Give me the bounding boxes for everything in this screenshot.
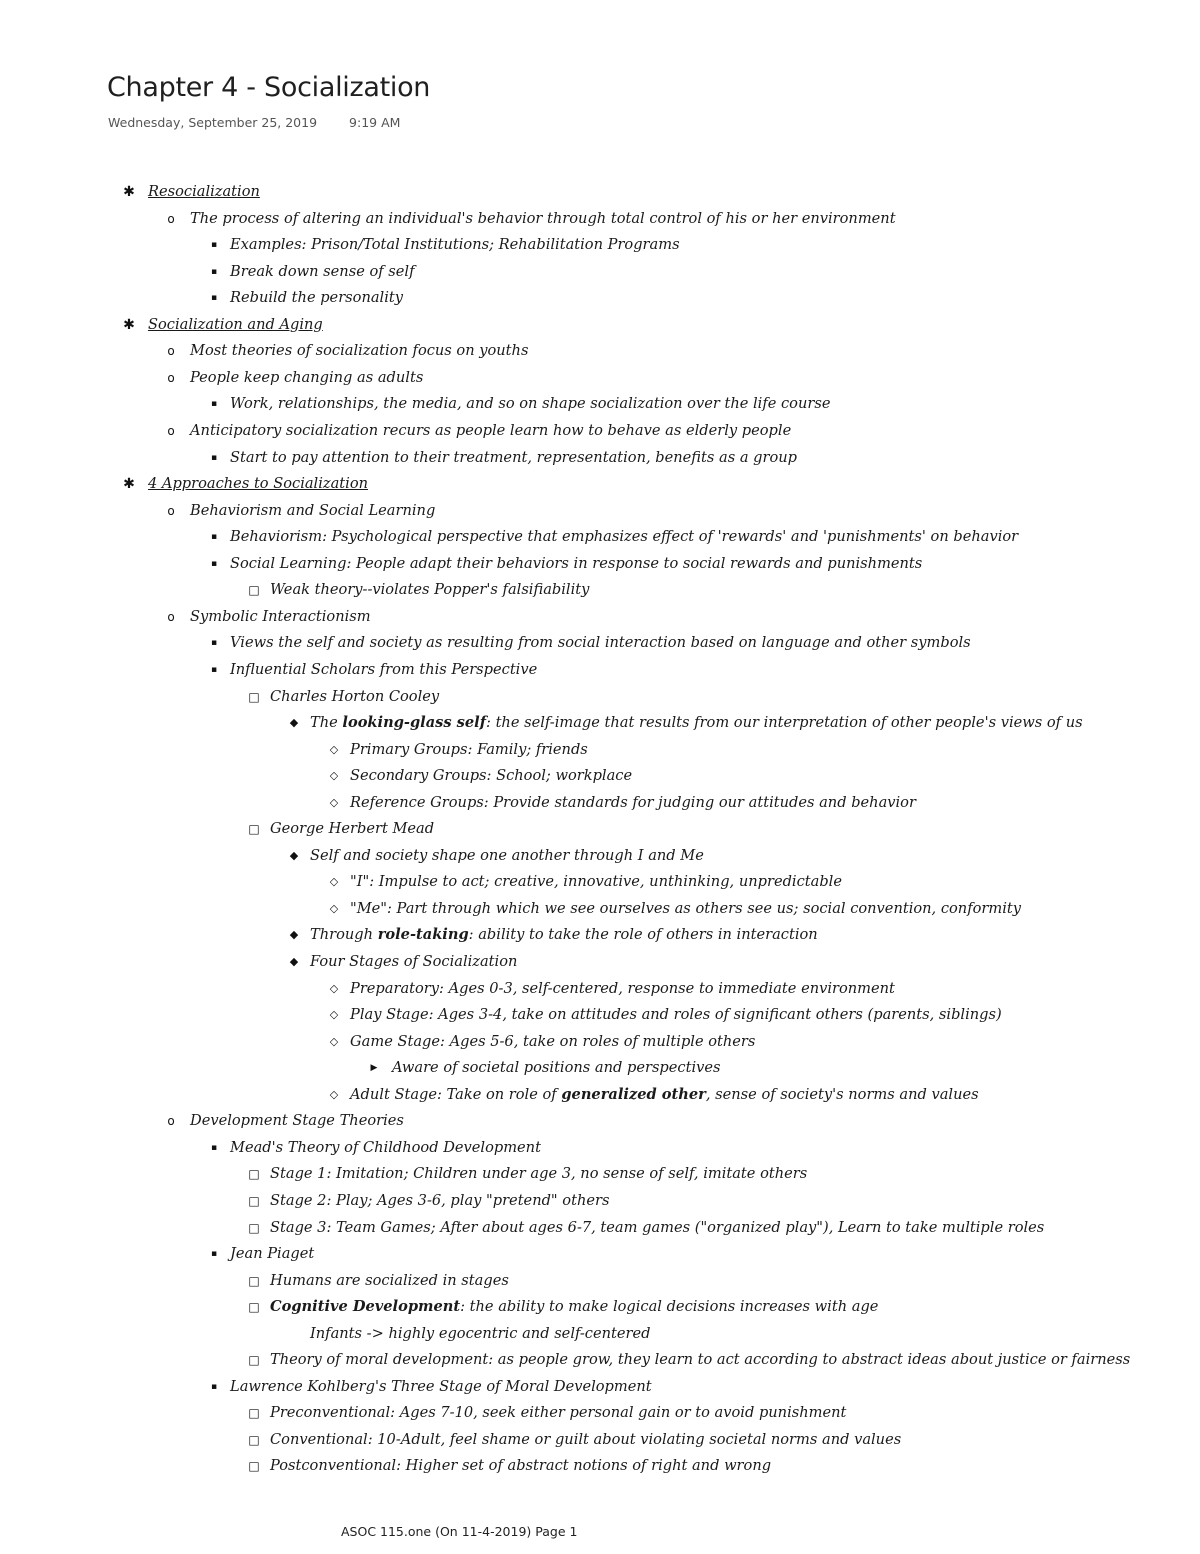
text-run: Mead's Theory of Childhood Development xyxy=(230,1138,541,1156)
section-heading: 4 Approaches to Socialization xyxy=(148,475,369,493)
circle-bullet-icon: o xyxy=(167,1114,175,1129)
outline-item-text xyxy=(310,922,818,948)
text-run: Game Stage: Ages 5-6, take on roles of multiple others xyxy=(350,1032,756,1050)
open-square-bullet-icon: □ xyxy=(248,1432,260,1447)
outline-item-text xyxy=(230,445,797,471)
circle-bullet-icon: o xyxy=(167,211,175,226)
text-run: Postconventional: Higher set of abstract notions of right and wrong xyxy=(270,1457,772,1475)
outline-item-text xyxy=(392,1055,721,1081)
square-bullet-icon: ▪ xyxy=(210,1142,218,1153)
outline-item-text xyxy=(350,896,1021,922)
circle-bullet-icon: o xyxy=(167,344,175,359)
text-run: Stage 1: Imitation; Children under age 3, no sense of self, imitate others xyxy=(270,1165,808,1183)
text-run: Humans are socialized in stages xyxy=(270,1271,509,1289)
text-run: "Me": Part through which we see ourselves as others see us; social convention, conformity xyxy=(350,899,1021,917)
open-square-bullet-icon: □ xyxy=(248,1193,260,1208)
text-run: Weak theory--violates Popper's falsifiability xyxy=(270,581,590,599)
section-heading: Socialization and Aging xyxy=(148,315,323,333)
outline-item-text xyxy=(350,763,632,789)
asterisk-bullet-icon: ✱ xyxy=(123,184,135,200)
open-square-bullet-icon: □ xyxy=(248,1353,260,1368)
outline-item-text xyxy=(270,1347,1130,1373)
outline-item-text xyxy=(148,312,323,338)
section-heading: Resocialization xyxy=(148,183,260,200)
page-title: Chapter 4 - Socialization xyxy=(107,72,431,103)
text-run: The xyxy=(310,714,343,731)
text-run: Examples: Prison/Total Institutions; Rehabilitation Programs xyxy=(230,236,680,254)
text-run: Reference Groups: Provide standards for judging our attitudes and behavior xyxy=(350,793,916,811)
text-run: Views the self and society as resulting from social interaction based on language and other symbols xyxy=(230,634,971,652)
text-run: Conventional: 10-Adult, feel shame or guilt about violating societal norms and values xyxy=(270,1430,902,1448)
page-date: Wednesday, September 25, 2019 xyxy=(108,115,318,130)
outline-item-text xyxy=(190,604,371,630)
open-diamond-bullet-icon: ◇ xyxy=(329,1087,339,1101)
square-bullet-icon: ▪ xyxy=(210,293,218,304)
open-square-bullet-icon: □ xyxy=(248,822,260,837)
outline-item-text xyxy=(230,391,830,417)
text-run: : the self-image that results from our interpretation of other people's views of us xyxy=(486,714,1083,731)
text-run: Behaviorism and Social Learning xyxy=(190,501,436,519)
open-square-bullet-icon: □ xyxy=(248,689,260,704)
outline-item-text xyxy=(270,1188,609,1214)
outline-item-text xyxy=(230,259,415,285)
square-bullet-icon: ▪ xyxy=(210,532,218,543)
text-run: Adult Stage: Take on role of xyxy=(350,1085,562,1103)
open-square-bullet-icon: □ xyxy=(248,1300,260,1315)
open-diamond-bullet-icon: ◇ xyxy=(329,901,339,915)
outline-item-text xyxy=(148,471,368,497)
square-bullet-icon: ▪ xyxy=(210,638,218,649)
open-diamond-bullet-icon: ◇ xyxy=(329,795,339,809)
page-time: 9:19 AM xyxy=(349,115,401,130)
open-square-bullet-icon: □ xyxy=(248,1220,260,1235)
outline-item-text xyxy=(310,1321,650,1347)
text-run: George Herbert Mead xyxy=(270,820,435,838)
outline-item-text xyxy=(230,1241,314,1267)
diamond-bullet-icon: ◆ xyxy=(289,928,299,942)
circle-bullet-icon: o xyxy=(167,609,175,624)
outline-item-text xyxy=(190,206,896,232)
text-run: Influential Scholars from this Perspective xyxy=(230,660,538,678)
text-run: , sense of society's norms and values xyxy=(705,1085,979,1103)
text-run: Through xyxy=(310,926,378,944)
outline-item-text xyxy=(190,498,435,524)
text-run: Preconventional: Ages 7-10, seek either personal gain or to avoid punishment xyxy=(270,1404,847,1422)
outline-item-text xyxy=(350,1002,1002,1028)
outline-item-text xyxy=(350,1029,755,1055)
text-run: Primary Groups: Family; friends xyxy=(350,740,588,758)
outline-item-text xyxy=(230,285,403,311)
outline-item-text xyxy=(310,710,1083,736)
outline-item-text xyxy=(230,657,537,683)
square-bullet-icon: ▪ xyxy=(210,266,218,277)
text-run: Preparatory: Ages 0-3, self-centered, response to immediate environment xyxy=(350,979,895,997)
square-bullet-icon: ▪ xyxy=(210,1249,218,1259)
outline-item-text xyxy=(350,790,916,816)
diamond-bullet-icon: ◆ xyxy=(289,848,299,862)
square-bullet-icon: ▪ xyxy=(210,452,218,463)
outline-item-text xyxy=(230,1135,541,1161)
triangle-bullet-icon: ▶ xyxy=(370,1063,378,1074)
open-diamond-bullet-icon: ◇ xyxy=(329,769,339,783)
outline-item-text xyxy=(230,630,971,656)
outline-item-text xyxy=(270,577,589,603)
open-square-bullet-icon: □ xyxy=(248,1459,260,1474)
open-diamond-bullet-icon: ◇ xyxy=(329,1008,339,1022)
text-run: Start to pay attention to their treatment, representation, benefits as a group xyxy=(230,448,798,466)
outline-item-text xyxy=(148,179,260,205)
outline-item-text xyxy=(310,949,517,975)
open-square-bullet-icon: □ xyxy=(248,1406,260,1421)
text-run: Stage 3: Team Games; After about ages 6-7, team games ("organized play"), Learn to take multiple roles xyxy=(270,1218,1045,1236)
outline-item-text xyxy=(230,551,922,577)
text-run: : the ability to make logical decisions increases with age xyxy=(460,1298,879,1316)
text-run: Theory of moral development: as people grow, they learn to act according to abstract ideas about justice or fairness xyxy=(270,1351,1131,1369)
page-footer: ASOC 115.one (On 11-4-2019) Page 1 xyxy=(341,1524,578,1539)
text-run: Play Stage: Ages 3-4, take on attitudes and roles of significant others (parents, siblings) xyxy=(350,1006,1002,1024)
text-run: Rebuild the personality xyxy=(230,289,403,307)
text-run: Symbolic Interactionism xyxy=(190,607,371,625)
text-run: Most theories of socialization focus on youths xyxy=(190,342,529,360)
text-run: Secondary Groups: School; workplace xyxy=(350,767,633,785)
open-diamond-bullet-icon: ◇ xyxy=(329,875,339,889)
outline-item-text xyxy=(310,843,704,869)
outline-item-text xyxy=(350,1082,979,1108)
text-run: The process of altering an individual's behavior through total control of his or her environment xyxy=(190,209,896,227)
text-run: Work, relationships, the media, and so on shape socialization over the life course xyxy=(230,395,831,413)
circle-bullet-icon: o xyxy=(167,503,175,518)
outline-item-text xyxy=(190,1108,404,1134)
text-run: Infants -> highly egocentric and self-centered xyxy=(310,1324,651,1342)
outline-item-text xyxy=(190,365,423,391)
text-run: Charles Horton Cooley xyxy=(270,687,440,705)
outline-item-text xyxy=(230,1374,652,1400)
bold-term: Cognitive Development xyxy=(270,1298,461,1316)
outline-item-text xyxy=(230,524,1018,550)
bold-term: role-taking xyxy=(377,926,469,944)
square-bullet-icon: ▪ xyxy=(210,240,218,251)
square-bullet-icon: ▪ xyxy=(210,558,218,569)
text-run: "I": Impulse to act; creative, innovative, unthinking, unpredictable xyxy=(350,873,842,891)
text-run: Self and society shape one another through I and Me xyxy=(310,846,704,864)
diamond-bullet-icon: ◆ xyxy=(289,716,299,729)
outline-item-text xyxy=(190,338,528,364)
bold-term: looking-glass self xyxy=(342,714,487,731)
outline-item-text xyxy=(350,737,588,763)
outline-item-text xyxy=(350,976,895,1002)
open-square-bullet-icon: □ xyxy=(248,1167,260,1182)
outline-item-text xyxy=(270,1215,1044,1241)
square-bullet-icon: ▪ xyxy=(210,664,218,675)
outline-item-text xyxy=(270,1453,771,1479)
outline-item-text xyxy=(270,1400,846,1426)
open-square-bullet-icon: □ xyxy=(248,1273,260,1288)
outline-item-text xyxy=(230,232,680,258)
outline-item-text xyxy=(270,816,434,842)
text-run: Jean Piaget xyxy=(230,1245,315,1262)
text-run: Break down sense of self xyxy=(230,262,415,280)
text-run: Anticipatory socialization recurs as people learn how to behave as elderly people xyxy=(190,422,792,439)
page-timestamp xyxy=(108,115,400,130)
circle-bullet-icon: o xyxy=(167,370,175,385)
text-run: Lawrence Kohlberg's Three Stage of Moral Development xyxy=(230,1377,652,1395)
text-run: Aware of societal positions and perspectives xyxy=(392,1059,721,1077)
text-run: : ability to take the role of others in interaction xyxy=(468,926,818,944)
outline-item-text xyxy=(190,418,791,444)
outline-item-text xyxy=(350,869,842,895)
text-run: Four Stages of Socialization xyxy=(310,953,518,970)
asterisk-bullet-icon: ✱ xyxy=(123,316,135,333)
text-run: People keep changing as adults xyxy=(190,368,424,386)
outline-item-text xyxy=(270,1427,901,1453)
open-square-bullet-icon: □ xyxy=(248,583,260,598)
circle-bullet-icon: o xyxy=(167,424,175,438)
outline-item-text xyxy=(270,1294,878,1320)
diamond-bullet-icon: ◆ xyxy=(289,955,299,968)
open-diamond-bullet-icon: ◇ xyxy=(329,1034,339,1048)
text-run: Social Learning: People adapt their behaviors in response to social rewards and punishments xyxy=(230,554,923,572)
outline-item-text xyxy=(270,684,439,710)
outline-item-text xyxy=(270,1161,807,1187)
bold-term: generalized other xyxy=(561,1085,706,1103)
square-bullet-icon: ▪ xyxy=(210,399,218,410)
asterisk-bullet-icon: ✱ xyxy=(123,476,135,493)
outline-item-text xyxy=(270,1268,509,1294)
open-diamond-bullet-icon: ◇ xyxy=(329,981,339,995)
text-run: Behaviorism: Psychological perspective that emphasizes effect of 'rewards' and 'punishments' on behavior xyxy=(230,528,1019,546)
square-bullet-icon: ▪ xyxy=(210,1381,218,1392)
text-run: Stage 2: Play; Ages 3-6, play "pretend" others xyxy=(270,1191,610,1209)
text-run: Development Stage Theories xyxy=(190,1112,404,1130)
open-diamond-bullet-icon: ◇ xyxy=(329,742,339,756)
